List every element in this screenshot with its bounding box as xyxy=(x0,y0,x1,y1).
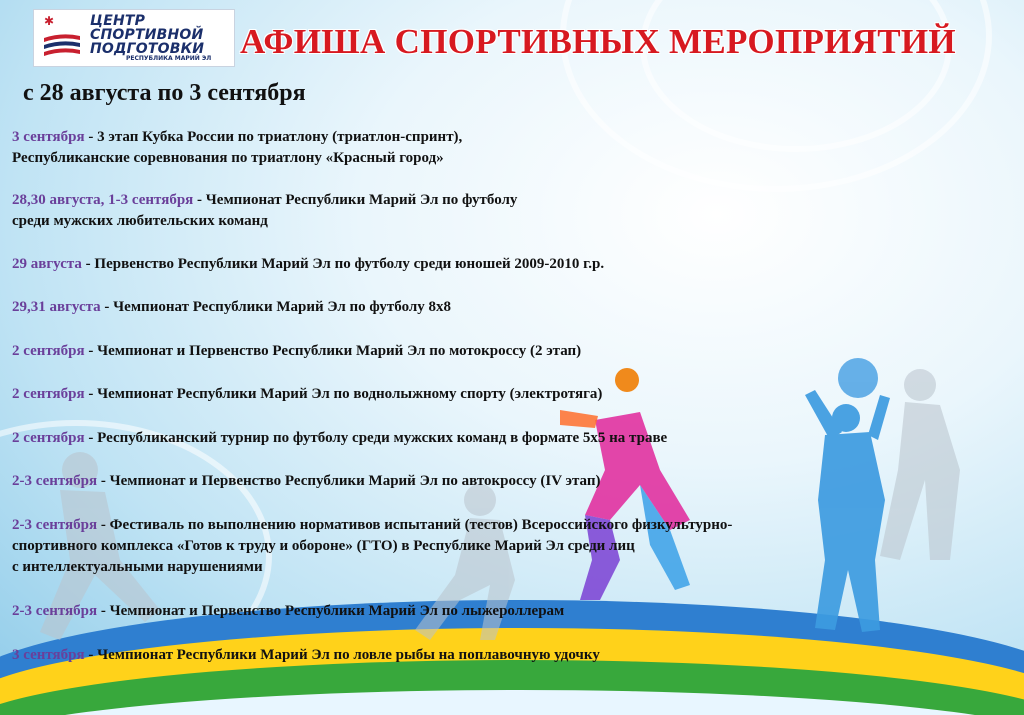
event-date: 2-3 сентября xyxy=(12,517,98,533)
event-item xyxy=(12,254,604,275)
logo-line-1: ЦЕНТР xyxy=(90,13,146,29)
event-item xyxy=(12,601,564,622)
event-item xyxy=(12,127,462,169)
event-text: среди мужских любительских команд xyxy=(12,213,268,229)
event-text: Чемпионат и Первенство Республики Марий Эл по автокроссу (IV этап) xyxy=(109,473,601,489)
event-separator: - xyxy=(97,603,110,619)
event-date: 29 августа xyxy=(12,256,82,272)
event-text: спортивного комплекса «Готов к труду и обороне» (ГТО) в Республике Марий Эл среди лиц xyxy=(12,538,635,554)
event-text: Чемпионат Республики Марий Эл по воднолыжному спорту (электротяга) xyxy=(97,386,603,402)
event-text: Чемпионат и Первенство Республики Марий Эл по мотокроссу (2 этап) xyxy=(97,343,582,359)
event-text: Фестиваль по выполнению нормативов испытаний (тестов) Всероссийского физкультурно- xyxy=(109,517,733,533)
event-item xyxy=(12,515,732,578)
event-text: Чемпионат и Первенство Республики Марий Эл по лыжероллерам xyxy=(109,603,565,619)
event-date: 3 сентября xyxy=(12,647,85,663)
page-title: АФИША СПОРТИВНЫХ МЕРОПРИЯТИЙ xyxy=(240,22,956,61)
event-date: 2 сентября xyxy=(12,430,85,446)
event-date: 2 сентября xyxy=(12,386,85,402)
date-range: с 28 августа по 3 сентября xyxy=(23,80,306,106)
event-item xyxy=(12,297,451,318)
event-separator: - xyxy=(84,343,98,359)
event-item xyxy=(12,645,600,666)
event-separator: - xyxy=(193,192,206,208)
event-text: Чемпионат Республики Марий Эл по ловле рыбы на поплавочную удочку xyxy=(97,647,600,663)
event-text: Первенство Республики Марий Эл по футболу среди юношей 2009-2010 г.р. xyxy=(94,256,605,272)
event-date: 3 сентября xyxy=(12,129,85,145)
event-item xyxy=(12,341,581,362)
event-separator: - xyxy=(84,430,98,446)
event-date: 2-3 сентября xyxy=(12,473,98,489)
event-separator: - xyxy=(84,647,98,663)
event-date: 29,31 августа xyxy=(12,299,101,315)
event-item xyxy=(12,428,667,449)
event-item xyxy=(12,384,602,405)
event-date: 2 сентября xyxy=(12,343,85,359)
logo-line-3: ПОДГОТОВКИ xyxy=(90,41,205,57)
event-separator: - xyxy=(97,517,110,533)
star-icon: ✱ xyxy=(44,14,55,28)
logo-subline: РЕСПУБЛИКА МАРИЙ ЭЛ xyxy=(126,55,212,62)
event-text: Республиканские соревнования по триатлону «Красный город» xyxy=(12,150,444,166)
event-text: 3 этап Кубка России по триатлону (триатлон-спринт), xyxy=(97,129,463,145)
event-text: Республиканский турнир по футболу среди мужских команд в формате 5х5 на траве xyxy=(97,430,668,446)
event-separator: - xyxy=(84,386,98,402)
logo-line-2: СПОРТИВНОЙ xyxy=(90,27,204,43)
event-date: 28,30 августа, 1-3 сентября xyxy=(12,192,194,208)
event-text: с интеллектуальными нарушениями xyxy=(12,559,263,575)
event-text: Чемпионат Республики Марий Эл по футболу xyxy=(205,192,518,208)
event-text: Чемпионат Республики Марий Эл по футболу 8х8 xyxy=(113,299,452,315)
event-separator: - xyxy=(97,473,110,489)
event-item xyxy=(12,190,517,232)
event-separator: - xyxy=(100,299,114,315)
event-separator: - xyxy=(81,256,95,272)
event-item xyxy=(12,471,600,492)
event-separator: - xyxy=(84,129,98,145)
event-date: 2-3 сентября xyxy=(12,603,98,619)
